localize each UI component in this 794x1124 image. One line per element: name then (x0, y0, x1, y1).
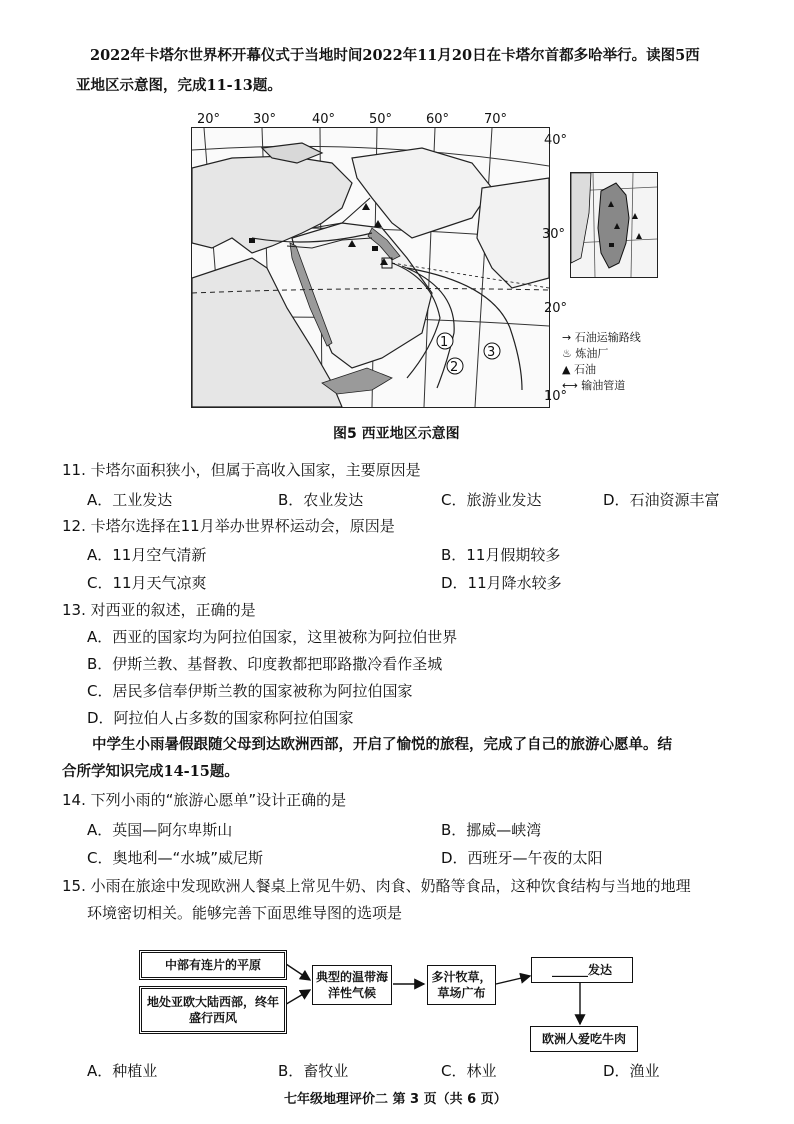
q12-option-a: A．11月空气清新 (87, 546, 207, 564)
question-11-stem: 11. 卡塔尔面积狭小，但属于高收入国家，主要原因是 (62, 461, 421, 479)
lon-label: 70° (484, 112, 508, 127)
q11-option-a: A．工业发达 (87, 491, 173, 509)
legend-label: 炼油厂 (575, 347, 609, 360)
lat-label: 10° (544, 389, 568, 404)
intro2-line-1: 中学生小雨暑假跟随父母到达欧洲西部，开启了愉悦的旅程，完成了自己的旅游心愿单。结 (92, 736, 672, 753)
q12-option-c: C．11月天气凉爽 (87, 574, 207, 592)
mindmap-box-plain: 中部有连片的平原 (139, 950, 287, 980)
q15-option-c: C．林业 (441, 1062, 497, 1080)
svg-text:2: 2 (450, 360, 459, 375)
route-arrow-icon: → (562, 331, 572, 344)
lat-label: 40° (544, 133, 568, 148)
q15-option-a: A．种植业 (87, 1062, 158, 1080)
question-14-stem: 14. 下列小雨的“旅游心愿单”设计正确的是 (62, 791, 347, 809)
mindmap-box-pasture: 多汁牧草，草场广布 (427, 965, 496, 1005)
q11-option-d: D．石油资源丰富 (603, 491, 720, 509)
q13-option-d: D．阿拉伯人占多数的国家称阿拉伯国家 (87, 709, 354, 727)
lon-label: 60° (426, 112, 450, 127)
figure-caption: 图5 西亚地区示意图 (333, 426, 460, 442)
oil-triangle-icon: ▲ (562, 363, 571, 376)
intro-line-1: 2022年卡塔尔世界杯开幕仪式于当地时间2022年11月20日在卡塔尔首都多哈举行。读图5西 (90, 47, 700, 64)
q14-option-b: B．挪威—峡湾 (441, 821, 542, 839)
q13-option-c: C．居民多信奉伊斯兰教的国家被称为阿拉伯国家 (87, 682, 413, 700)
mindmap-box-location: 地处亚欧大陆西部，终年盛行西风 (139, 986, 287, 1034)
legend-label: 石油 (573, 363, 596, 376)
intro2-line-2: 合所学知识完成14-15题。 (62, 763, 239, 780)
question-13-stem: 13. 对西亚的叙述，正确的是 (62, 601, 256, 619)
lon-label: 20° (197, 112, 221, 127)
q14-option-d: D．西班牙—午夜的太阳 (441, 849, 603, 867)
mindmap-box-climate: 典型的温带海洋性气候 (312, 965, 392, 1005)
q11-option-b: B．农业发达 (278, 491, 364, 509)
svg-text:3: 3 (487, 345, 496, 360)
page-footer: 七年级地理评价二 第 3 页（共 6 页） (284, 1092, 507, 1107)
q12-option-b: B．11月假期较多 (441, 546, 561, 564)
question-12-stem: 12. 卡塔尔选择在11月举办世界杯运动会，原因是 (62, 517, 395, 535)
lat-label: 20° (544, 301, 568, 316)
mindmap-box-blank: ______发达 (531, 957, 633, 983)
legend-label: 输油管道 (581, 379, 626, 392)
q12-option-d: D．11月降水较多 (441, 574, 562, 592)
q13-option-a: A．西亚的国家均为阿拉伯国家，这里被称为阿拉伯世界 (87, 628, 458, 646)
q14-option-c: C．奥地利—“水城”威尼斯 (87, 849, 264, 867)
lon-label: 30° (253, 112, 277, 127)
lon-label: 50° (369, 112, 393, 127)
q15-option-d: D．渔业 (603, 1062, 660, 1080)
q14-option-a: A．英国—阿尔卑斯山 (87, 821, 233, 839)
q13-option-b: B．伊斯兰教、基督教、印度教都把耶路撒冷看作圣城 (87, 655, 443, 673)
lon-label: 40° (312, 112, 336, 127)
intro-line-2: 亚地区示意图，完成11-13题。 (76, 77, 282, 94)
svg-text:1: 1 (440, 335, 449, 350)
refinery-icon: ♨ (562, 347, 572, 360)
lat-label: 30° (542, 227, 566, 242)
q15-option-b: B．畜牧业 (278, 1062, 349, 1080)
mindmap-box-beef: 欧洲人爱吃牛肉 (530, 1026, 638, 1052)
pipeline-icon: ⟷ (562, 379, 578, 392)
question-15-stem-2: 环境密切相关。能够完善下面思维导图的选项是 (87, 904, 403, 922)
question-15-stem-1: 15. 小雨在旅途中发现欧洲人餐桌上常见牛奶、肉食、奶酪等食品，这种饮食结构与当地的地理 (62, 877, 691, 895)
q11-option-c: C．旅游业发达 (441, 491, 542, 509)
legend-label: 石油运输路线 (574, 331, 641, 344)
